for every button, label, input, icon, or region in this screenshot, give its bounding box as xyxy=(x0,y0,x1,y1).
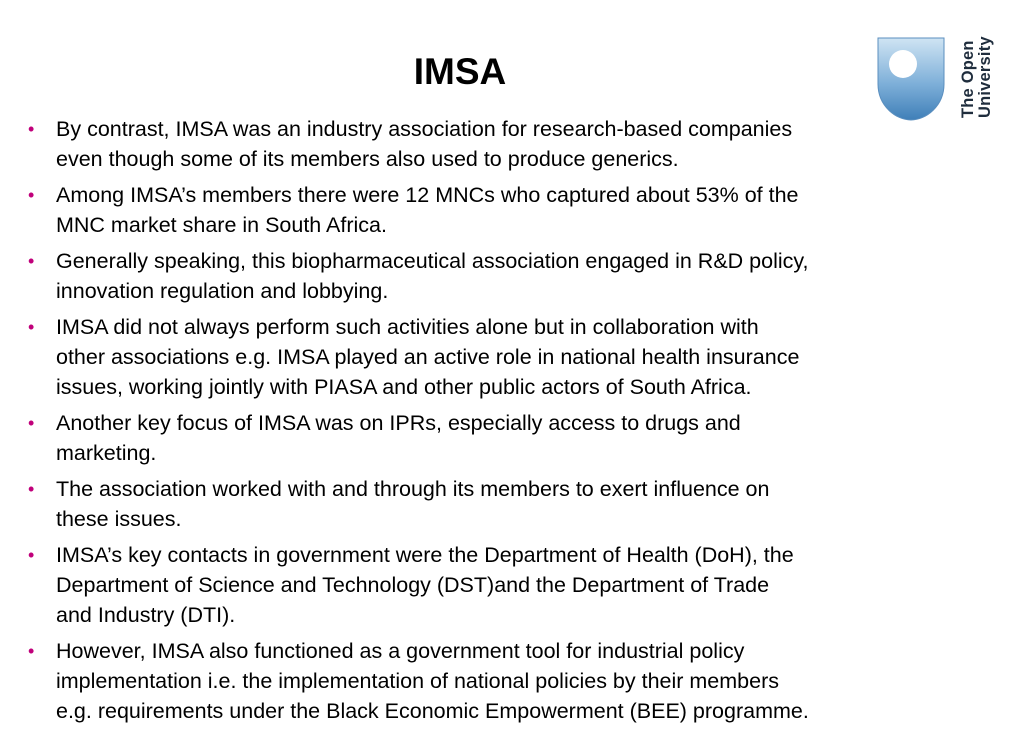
bullet-line: Generally speaking, this biopharmaceutical association engaged in R&D policy, xyxy=(56,249,809,273)
bullet-line: innovation regulation and lobbying. xyxy=(56,279,389,303)
bullet-line: Among IMSA’s members there were 12 MNCs who captured about 53% of the xyxy=(56,183,799,207)
bullet-marker-icon: • xyxy=(28,185,35,205)
bullet-item xyxy=(28,474,948,534)
bullet-item xyxy=(28,408,948,468)
bullet-item xyxy=(28,246,948,306)
bullet-item xyxy=(28,540,948,630)
bullet-line: implementation i.e. the implementation of national policies by their members xyxy=(56,669,780,693)
bullet-list xyxy=(28,114,948,732)
bullet-line: IMSA’s key contacts in government were the Department of Health (DoH), the xyxy=(56,543,794,567)
bullet-line: marketing. xyxy=(56,441,157,465)
bullet-line: IMSA did not always perform such activities alone but in collaboration with xyxy=(56,315,759,339)
bullet-item xyxy=(28,312,948,402)
slide-title: IMSA xyxy=(413,51,507,92)
open-university-shield-icon xyxy=(876,36,948,122)
bullet-marker-icon: • xyxy=(28,479,35,499)
bullet-line: and Industry (DTI). xyxy=(56,603,236,627)
bullet-marker-icon: • xyxy=(28,251,35,271)
bullet-marker-icon: • xyxy=(28,317,35,337)
bullet-item xyxy=(28,636,948,726)
bullet-line: Another key focus of IMSA was on IPRs, especially access to drugs and xyxy=(56,411,741,435)
open-university-logo xyxy=(876,36,996,122)
bullet-marker-icon: • xyxy=(28,119,35,139)
bullet-line: The association worked with and through its members to exert influence on xyxy=(56,477,770,501)
bullet-line: other associations e.g. IMSA played an active role in national health insurance xyxy=(56,345,800,369)
open-university-wordmark xyxy=(960,36,994,118)
bullet-line: By contrast, IMSA was an industry association for research-based companies xyxy=(56,117,793,141)
bullet-marker-icon: • xyxy=(28,413,35,433)
bullet-line: e.g. requirements under the Black Economic Empowerment (BEE) programme. xyxy=(56,699,809,723)
bullet-line: Department of Science and Technology (DST)and the Department of Trade xyxy=(56,573,770,597)
bullet-item xyxy=(28,114,948,174)
bullet-line: these issues. xyxy=(56,507,182,531)
bullet-line: issues, working jointly with PIASA and other public actors of South Africa. xyxy=(56,375,752,399)
logo-line-2: University xyxy=(976,36,994,118)
logo-line-1: The Open xyxy=(959,40,977,118)
bullet-marker-icon: • xyxy=(28,641,35,661)
bullet-line: MNC market share in South Africa. xyxy=(56,213,387,237)
bullet-line: even though some of its members also used to produce generics. xyxy=(56,147,679,171)
bullet-item xyxy=(28,180,948,240)
bullet-marker-icon: • xyxy=(28,545,35,565)
bullet-line: However, IMSA also functioned as a government tool for industrial policy xyxy=(56,639,745,663)
